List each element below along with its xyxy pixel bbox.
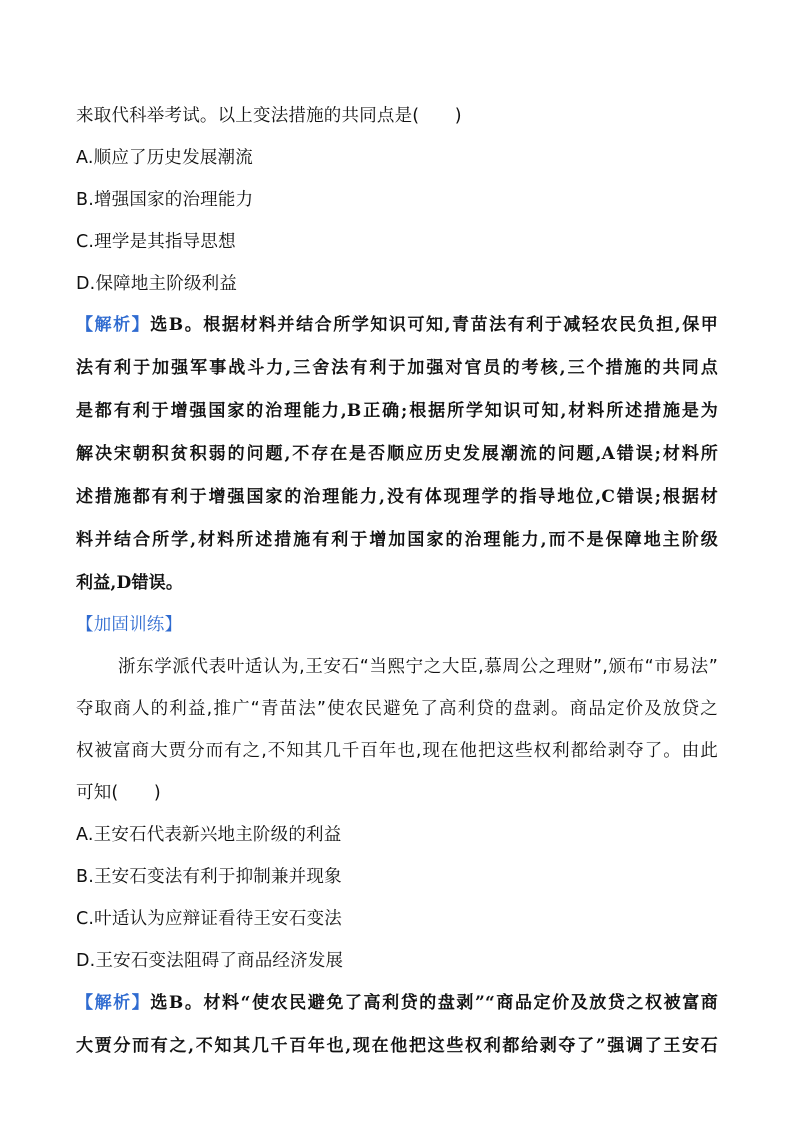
practice-analysis-line-1 (76, 991, 718, 1015)
practice-option-c: C.叶适认为应辩证看待王安石变法 (76, 909, 342, 929)
analysis-line-6: 料并结合所学,材料所述措施有利于增加国家的治理能力,而不是保障地主阶级 (76, 530, 718, 550)
analysis-line-3: 是都有利于增强国家的治理能力,B正确;根据所学知识可知,材料所述措施是为 (76, 401, 718, 421)
practice-option-d: D.王安石变法阻碍了商品经济发展 (76, 951, 344, 971)
analysis-label: 【解析】 (76, 315, 151, 335)
practice-option-b: B.王安石变法有利于抑制兼并现象 (76, 867, 342, 887)
practice-heading (76, 613, 718, 637)
practice-analysis-text: 选B。材料“使农民避免了高利贷的盘剥”“商品定价及放贷之权被富商 (150, 993, 718, 1013)
analysis-line-5: 述措施都有利于增强国家的治理能力,没有体现理学的指导地位,C错误;根据材 (76, 487, 718, 507)
practice-analysis-label: 【解析】 (76, 993, 151, 1013)
analysis-line-7: 利益,D错误。 (76, 573, 184, 593)
practice-stem-line-3: 权被富商大贾分而有之,不知其几千百年也,现在他把这些权利都给剥夺了。由此 (76, 741, 718, 761)
practice-analysis-line-2: 大贾分而有之,不知其几千百年也,现在他把这些权利都给剥夺了”强调了王安石 (76, 1036, 718, 1056)
practice-stem-line-2: 夺取商人的利益,推广“青苗法”使农民避免了高利贷的盘剥。商品定价及放贷之 (76, 699, 718, 719)
question-stem: 来取代科举考试。以上变法措施的共同点是( ) (76, 106, 462, 126)
practice-option-a: A.王安石代表新兴地主阶级的利益 (76, 825, 342, 845)
practice-stem-line-1: 浙东学派代表叶适认为,王安石“当熙宁之大臣,慕周公之理财”,颁布“市易法” (118, 657, 718, 677)
option-b: B.增强国家的治理能力 (76, 190, 254, 210)
analysis-line-2: 法有利于加强军事战斗力,三舍法有利于加强对官员的考核,三个措施的共同点 (76, 358, 718, 378)
analysis-line-4: 解决宋朝积贫积弱的问题,不存在是否顺应历史发展潮流的问题,A错误;材料所 (76, 444, 718, 464)
analysis-text: 选B。根据材料并结合所学知识可知,青苗法有利于减轻农民负担,保甲 (150, 315, 718, 335)
option-a: A.顺应了历史发展潮流 (76, 148, 253, 168)
analysis-line-1 (76, 313, 718, 337)
practice-stem-line-4: 可知( ) (76, 783, 161, 803)
option-d: D.保障地主阶级利益 (76, 274, 238, 294)
practice-heading-label: 【加固训练】 (76, 615, 183, 635)
option-c: C.理学是其指导思想 (76, 232, 236, 252)
